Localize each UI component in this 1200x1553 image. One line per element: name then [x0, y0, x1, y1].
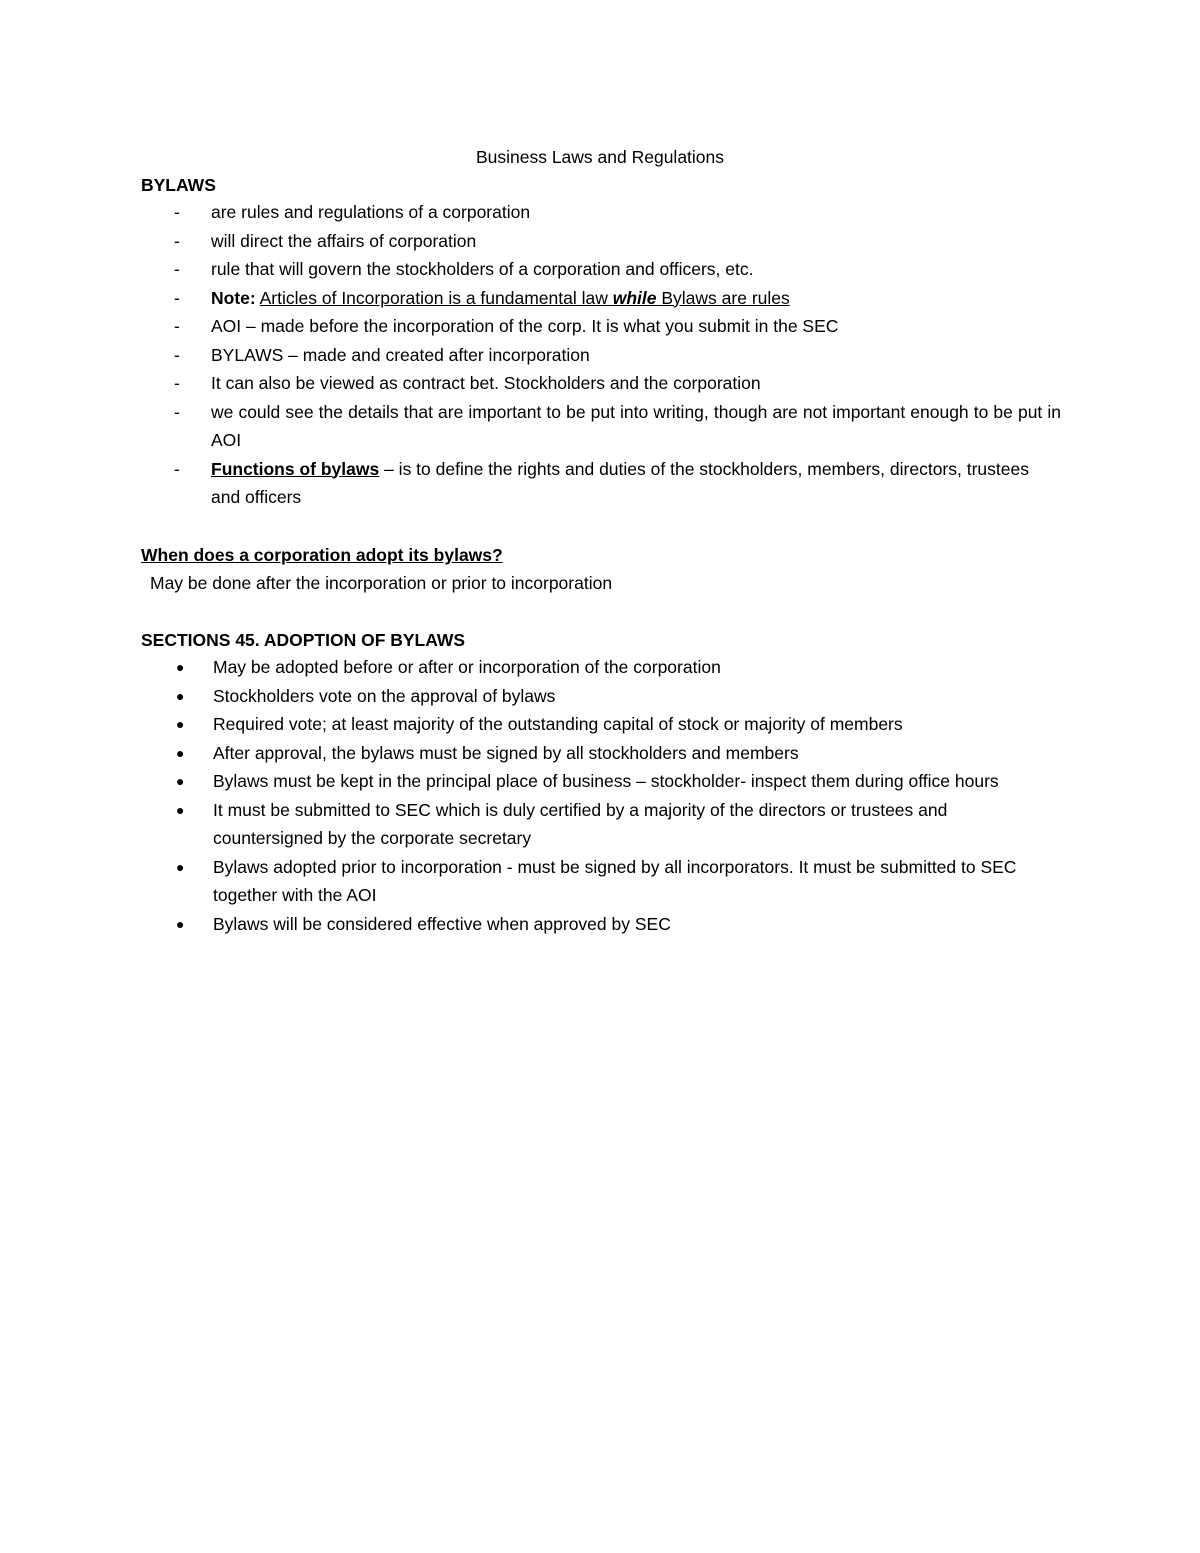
section-heading: SECTIONS 45. ADOPTION OF BYLAWS [141, 630, 466, 650]
bullet-marker: ● [176, 716, 185, 732]
list-item [143, 682, 1023, 711]
list-item [141, 312, 1061, 341]
list-item-text: Bylaws adopted prior to incorporation - must be signed by all incorporators. It must be submitted to SEC together with the AOI [213, 856, 1017, 905]
note-text [260, 288, 790, 308]
list-item [141, 369, 1061, 398]
list-item-text: will direct the affairs of corporation [211, 230, 477, 251]
functions-text: – is to define the rights and duties of the stockholders, members, directors, trustees and officers [211, 458, 1029, 507]
list-item [143, 767, 1023, 796]
list-item-text: we could see the details that are important to be put into writing, though are not important enough to be put in AOI [211, 401, 1061, 450]
list-item-text: Stockholders vote on the approval of bylaws [213, 685, 556, 706]
bylaws-list [141, 198, 1061, 512]
bullet-marker: ● [176, 687, 185, 704]
list-item [143, 853, 1023, 910]
list-item-text: Bylaws must be kept in the principal place of business – stockholder- inspect them during office hours [213, 771, 999, 791]
dash-marker: - [174, 230, 180, 251]
dash-marker: - [174, 344, 180, 365]
section-list [143, 653, 1023, 938]
bullet-marker: ● [176, 858, 185, 875]
dash-marker: - [174, 373, 180, 393]
note-part2: Bylaws are rules [661, 287, 790, 308]
list-item [141, 341, 1061, 370]
bullet-marker: ● [176, 801, 185, 818]
list-item-text: May be adopted before or after or incorporation of the corporation [213, 657, 721, 677]
list-item [141, 227, 1061, 256]
list-item [141, 255, 1061, 284]
list-item [143, 653, 1023, 682]
list-item [141, 198, 1061, 227]
dash-marker: - [174, 458, 180, 479]
list-item [143, 910, 1023, 939]
list-item [143, 710, 1023, 739]
note-item [141, 284, 1061, 313]
list-item-text: rule that will govern the stockholders of a corporation and officers, etc. [211, 259, 754, 279]
bullet-marker: ● [176, 659, 185, 675]
list-item-text: It must be submitted to SEC which is duly certified by a majority of the directors or trustees and countersigned by the corporate secretary [213, 799, 948, 848]
list-item-text: Bylaws will be considered effective when approved by SEC [213, 913, 671, 934]
list-item-text: It can also be viewed as contract bet. Stockholders and the corporation [211, 373, 761, 393]
list-item-text: are rules and regulations of a corporation [211, 202, 531, 222]
list-item-text: Required vote; at least majority of the outstanding capital of stock or majority of members [213, 714, 903, 734]
dash-marker: - [174, 316, 180, 336]
dash-marker: - [174, 202, 180, 222]
note-emphasis: while [612, 287, 657, 308]
bullet-marker: ● [176, 915, 185, 932]
list-item [143, 739, 1023, 768]
list-item-text: After approval, the bylaws must be signed by all stockholders and members [213, 742, 799, 763]
bylaws-heading: BYLAWS [141, 175, 216, 195]
dash-marker: - [174, 287, 180, 308]
list-item [143, 796, 1023, 853]
list-item-text: BYLAWS – made and created after incorporation [211, 344, 590, 365]
question-heading: When does a corporation adopt its bylaws? [141, 545, 503, 565]
list-item [141, 398, 1061, 455]
list-item-text: AOI – made before the incorporation of the corp. It is what you submit in the SEC [211, 316, 839, 336]
document-title: Business Laws and Regulations [475, 147, 725, 167]
bullet-marker: ● [176, 744, 185, 761]
note-part1: Articles of Incorporation is a fundamental law [259, 287, 608, 308]
dash-marker: - [174, 401, 180, 422]
functions-item [141, 455, 1061, 512]
functions-label: Functions of bylaws [211, 458, 380, 479]
question-answer: May be done after the incorporation or prior to incorporation [150, 573, 613, 593]
note-label: Note: [211, 287, 256, 308]
bullet-marker: ● [176, 773, 185, 789]
dash-marker: - [174, 259, 180, 279]
